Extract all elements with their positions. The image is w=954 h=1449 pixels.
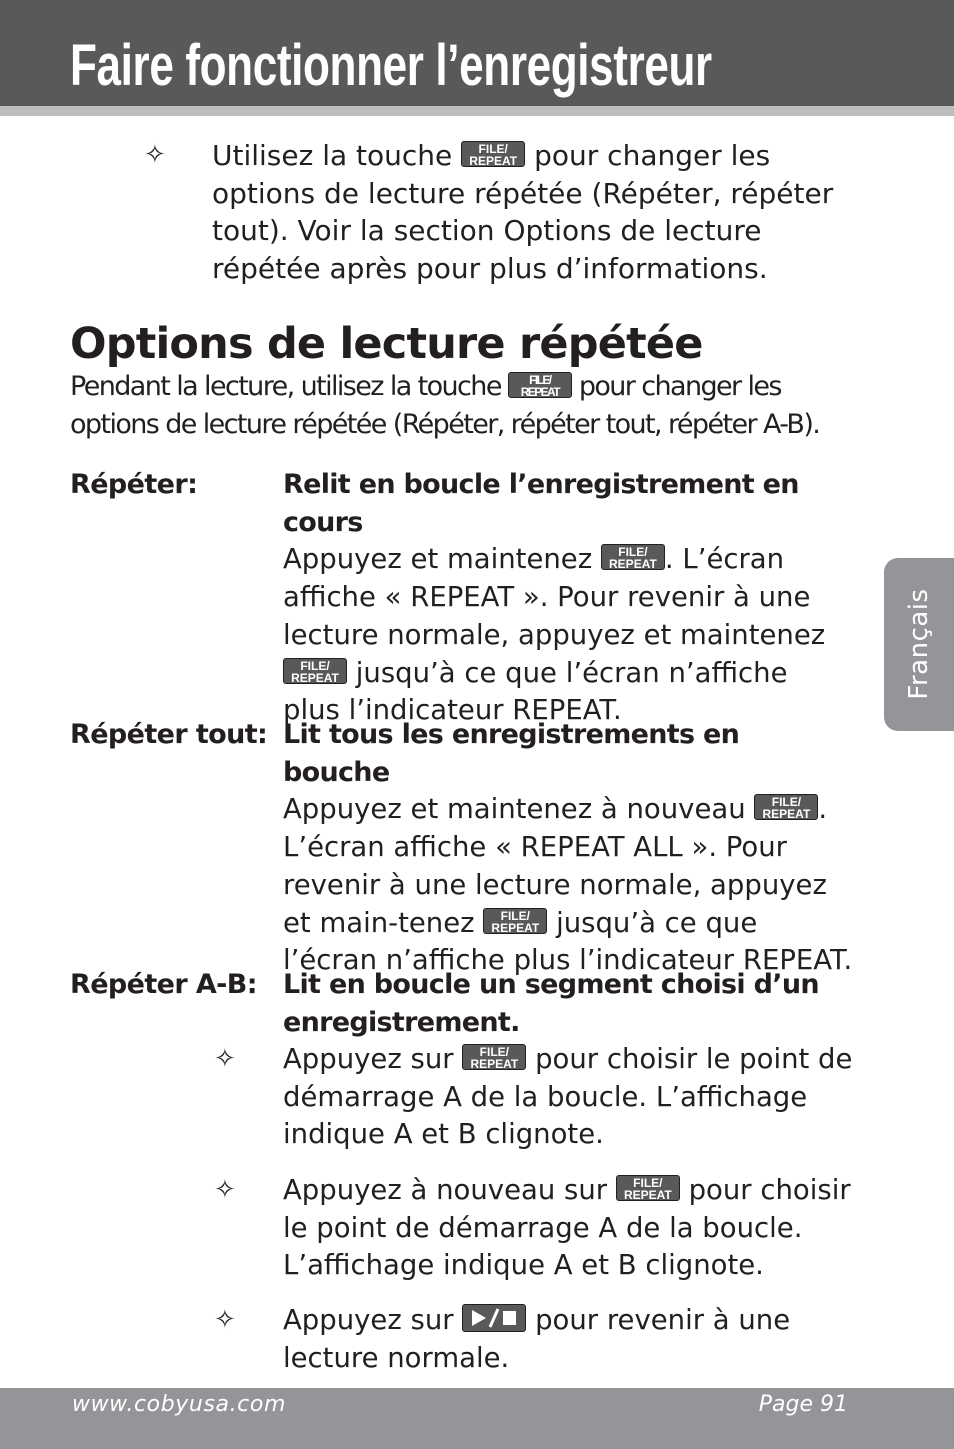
top-bullet-after: pour changer les options de lecture répétée (Répéter, répéter tout). Voir la section Options de lecture répétée après pour plus d’informations. [212, 139, 834, 286]
definition-title: Lit en boucle un segment choisi d’un enregistrement. [283, 969, 819, 1038]
intro-before: Pendant la lecture, utilisez la touche [70, 371, 501, 402]
top-bullet-text [212, 137, 862, 288]
definition-title: Relit en boucle l’enregistrement en cours [283, 469, 799, 538]
ab-step-3: Appuyez sur pour revenir à une lecture normale. [283, 1304, 791, 1374]
language-side-tab [884, 558, 954, 731]
file-repeat-key-icon: FILE/ REPEAT [462, 1044, 526, 1070]
intro-after: pour changer les options de lecture répétée (Répéter, répéter tout, répéter A-B). [70, 371, 820, 440]
term-repeat-all: Répéter tout: [70, 719, 268, 750]
definition-body: Appuyez et maintenez à nouveau FILE/ REPEAT . L’écran affiche « REPEAT ALL ». Pour revenir à une lecture normale, appuyez et main-tenez FILE/ REPEAT jusqu’à ce que l’écran n’affiche plus l’indicateur REPEAT. [283, 793, 853, 977]
definition-repeat [283, 466, 853, 730]
play-stop-key-icon [462, 1304, 526, 1332]
header-divider [0, 106, 954, 116]
section-heading: Options de lecture répétée [70, 319, 703, 369]
term-repeat: Répéter: [70, 469, 198, 500]
bullet-star-icon: ✧ [144, 140, 166, 170]
file-repeat-key-icon: FILE/ REPEAT [601, 544, 665, 570]
file-repeat-key-icon: FILE/ REPEAT [754, 794, 818, 820]
file-repeat-key-icon: FILE/ REPEAT [508, 372, 572, 398]
section-intro [70, 368, 870, 443]
definition-body: Appuyez et maintenez FILE/ REPEAT . L’écran affiche « REPEAT ». Pour revenir à une lecture normale, appuyez et maintenez FILE/ REPEAT jusqu’à ce que l’écran n’affiche plus l’indicateur REPEAT. [283, 543, 826, 727]
file-repeat-key-icon: FILE/ REPEAT [616, 1175, 680, 1201]
definition-repeat-all [283, 716, 853, 980]
file-repeat-key-icon: FILE/ REPEAT [283, 658, 347, 684]
ab-step-1: Appuyez sur FILE/ REPEAT pour choisir le point de démarrage A de la boucle. L’affichage indique A et B clignote. [283, 1043, 853, 1151]
bullet-star-icon: ✧ [214, 1044, 236, 1074]
page-number: Page 91 [758, 1392, 848, 1417]
ab-step-2: Appuyez à nouveau sur FILE/ REPEAT pour choisir le point de démarrage A de la boucle. L’affichage indique A et B clignote. [283, 1174, 851, 1282]
file-repeat-key-icon: FILE/ REPEAT [461, 141, 525, 167]
bullet-star-icon: ✧ [214, 1175, 236, 1205]
page-title: Faire fonctionner l’enregistreur [70, 33, 712, 98]
term-repeat-ab: Répéter A-B: [70, 969, 257, 1000]
definition-repeat-ab [283, 966, 823, 1041]
file-repeat-key-icon: FILE/ REPEAT [483, 908, 547, 934]
top-bullet-before: Utilisez la touche [212, 139, 453, 172]
language-label: Français [904, 588, 934, 700]
bullet-star-icon: ✧ [214, 1305, 236, 1335]
footer-url: www.cobyusa.com [72, 1392, 286, 1417]
definition-title: Lit tous les enregistrements en bouche [283, 719, 740, 788]
